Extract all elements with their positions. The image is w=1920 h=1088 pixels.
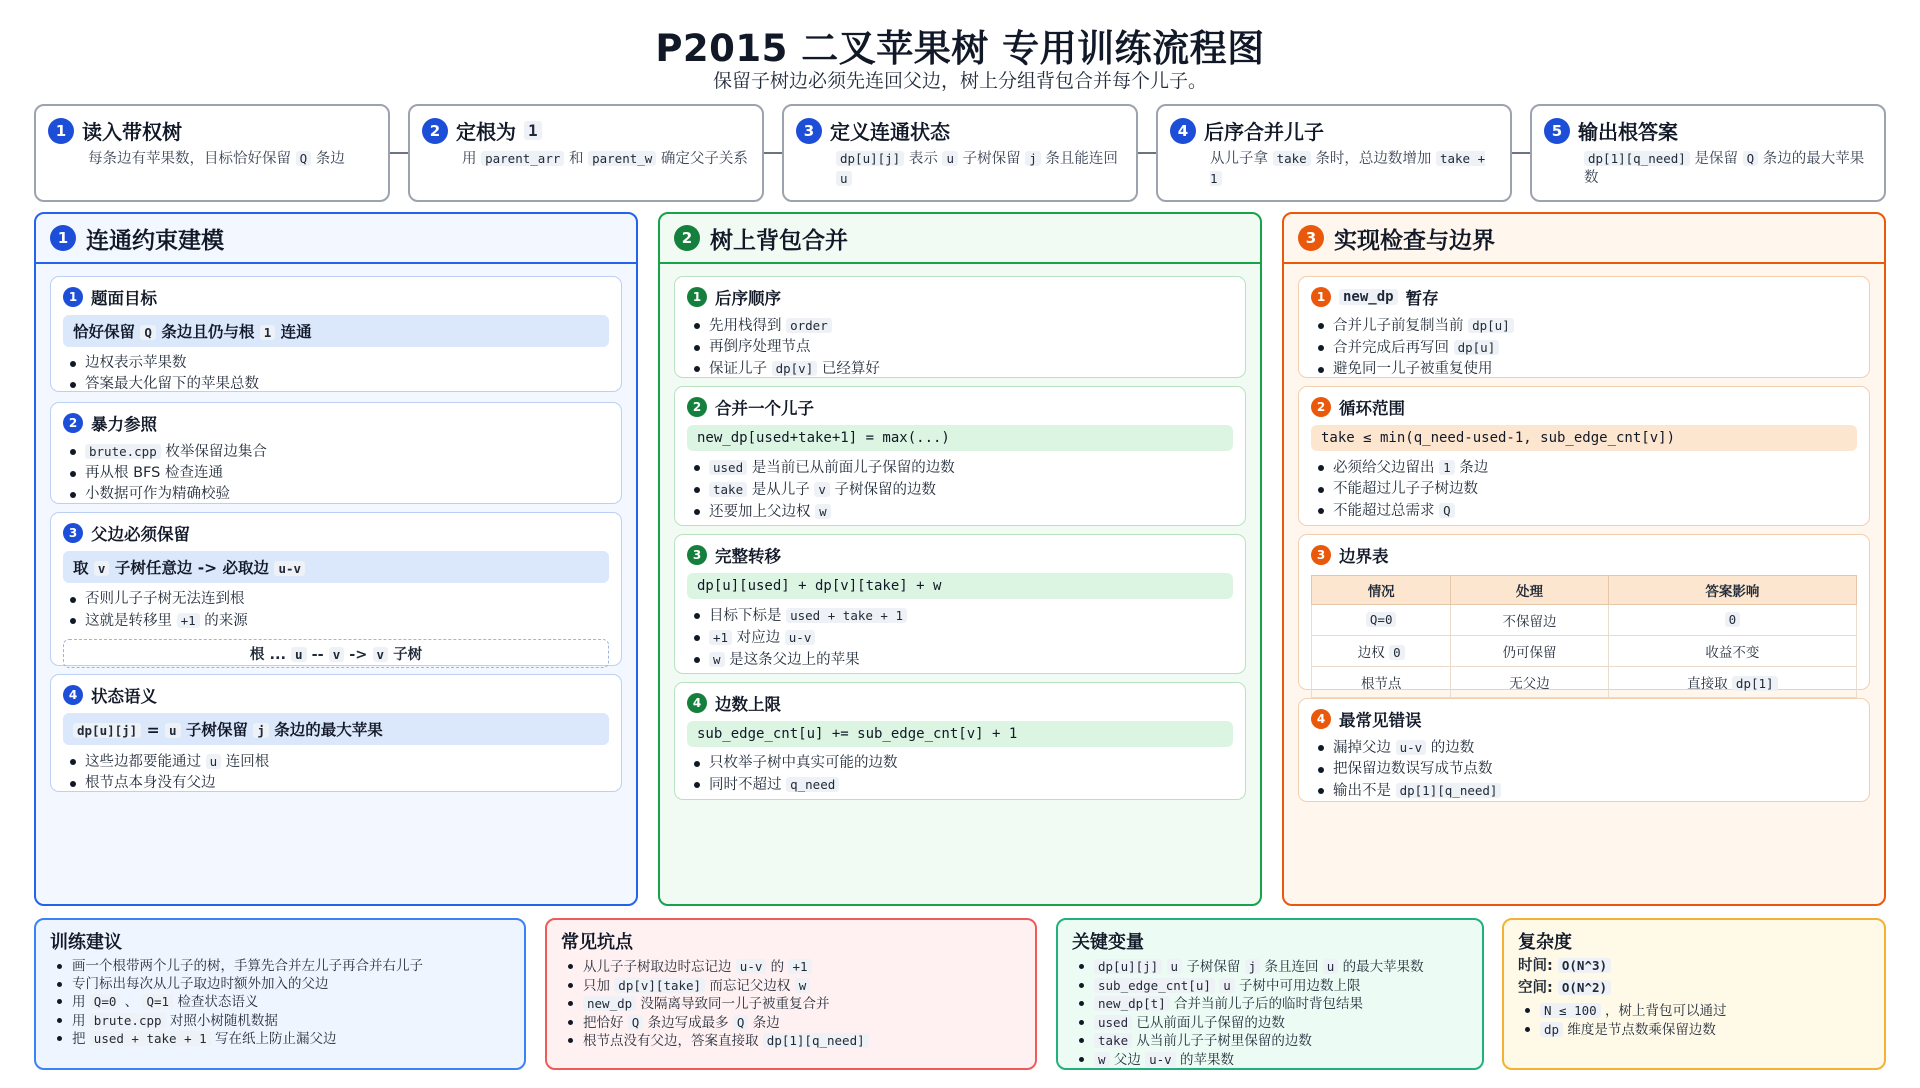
inline-code: dp[u][j] — [1094, 959, 1162, 974]
inline-code: take — [709, 482, 747, 497]
inline-code: v — [94, 561, 110, 576]
inline-code: Q=0 — [1366, 612, 1397, 627]
inline-code: Q — [1439, 503, 1455, 518]
card-title: 暴力参照 — [91, 415, 157, 434]
table-row — [1312, 636, 1857, 667]
step-number-badge: 4 — [1170, 118, 1196, 144]
inline-code: u — [942, 151, 958, 166]
table-header: 情况 — [1312, 576, 1451, 605]
list-item: 把恰好 Q 条边写成最多 Q 条边 — [561, 1014, 1021, 1033]
inline-code: Q — [628, 1015, 644, 1030]
panel-title: 连通约束建模 — [86, 227, 224, 254]
card-state-meaning — [50, 674, 622, 792]
list-item: 只枚举子树中真实可能的边数 — [687, 753, 1233, 774]
card-list — [63, 751, 609, 794]
box-list — [561, 958, 1021, 1051]
list-item: 否则儿子子树无法连到根 — [63, 589, 609, 610]
inline-code: order — [786, 318, 832, 333]
inline-code: Q — [1743, 151, 1759, 166]
inline-code: dp[u] — [1468, 318, 1514, 333]
table-row — [1312, 667, 1857, 698]
inline-code: v — [373, 647, 389, 662]
card-title: 后序顺序 — [715, 289, 781, 308]
inline-code: j — [253, 723, 269, 738]
box-list — [1518, 1002, 1870, 1039]
inline-code: u — [1219, 978, 1235, 993]
inline-code: Q — [733, 1015, 749, 1030]
card-new-dp — [1298, 276, 1870, 378]
time-label: 时间: — [1518, 958, 1553, 974]
box-title: 常见坑点 — [561, 932, 633, 953]
step-connector — [1512, 152, 1531, 154]
inline-code: used — [1094, 1015, 1132, 1030]
card-number-badge: 2 — [63, 413, 83, 433]
inline-code: u — [291, 647, 307, 662]
panel-implementation-checks — [1282, 212, 1886, 906]
list-item: 画一个根带两个儿子的树，手算先合并左儿子再合并右儿子 — [50, 958, 510, 976]
table-cell — [1312, 605, 1451, 636]
inline-code: +1 — [788, 959, 811, 974]
step-number-badge: 5 — [1544, 118, 1570, 144]
list-item: 保证儿子 dp[v] 已经算好 — [687, 358, 1233, 380]
card-highlight: 恰好保留 Q 条边且仍与根 1 连通 — [63, 315, 609, 347]
step-connector — [390, 152, 409, 154]
inline-code: u-v — [1145, 1052, 1176, 1067]
inline-code: w — [709, 652, 725, 667]
list-item: 用 Q=0 、 Q=1 检查状态语义 — [50, 993, 510, 1012]
box-training-tips — [34, 918, 526, 1070]
card-highlight: 取 v 子树任意边 -> 必取边 u-v — [63, 551, 609, 583]
inline-code: u-v — [274, 561, 305, 576]
card-list — [1311, 315, 1857, 380]
list-item: 必须给父边留出 1 条边 — [1311, 457, 1857, 479]
list-item: sub_edge_cnt[u] u 子树中可用边数上限 — [1072, 977, 1468, 996]
list-item: 漏掉父边 u-v 的边数 — [1311, 737, 1857, 759]
card-number-badge: 2 — [687, 397, 707, 417]
panel-number-badge: 2 — [674, 225, 700, 251]
step-title: 定根为 — [456, 120, 516, 144]
step-card-1 — [34, 104, 390, 202]
card-highlight: dp[u][j] = u 子树保留 j 条边的最大苹果 — [63, 713, 609, 745]
card-title: 边界表 — [1339, 547, 1389, 566]
card-title: 最常见错误 — [1339, 711, 1422, 730]
card-loop-range — [1298, 386, 1870, 526]
card-highlight: new_dp[used+take+1] = max(...) — [687, 425, 1233, 451]
space-label: 空间: — [1518, 980, 1553, 996]
card-highlight: take ≤ min(q_need-used-1, sub_edge_cnt[v]) — [1311, 425, 1857, 451]
list-item: brute.cpp 枚举保留边集合 — [63, 441, 609, 463]
step-desc: 每条边有苹果数，目标恰好保留 Q 条边 — [88, 151, 345, 167]
list-item: 小数据可作为精确校验 — [63, 484, 609, 505]
table-cell: 无父边 — [1451, 667, 1608, 698]
inline-code: dp[1][q_need] — [1396, 783, 1502, 798]
list-item: used 已从前面儿子保留的边数 — [1072, 1014, 1468, 1033]
card-highlight: dp[u][used] + dp[v][take] + w — [687, 573, 1233, 599]
card-list — [1311, 737, 1857, 802]
list-item: 避免同一儿子被重复使用 — [1311, 359, 1857, 380]
inline-code: used — [709, 460, 747, 475]
step-card-3 — [782, 104, 1138, 202]
card-number-badge: 3 — [687, 545, 707, 565]
card-title: 边数上限 — [715, 695, 781, 714]
card-title: 完整转移 — [715, 547, 781, 566]
inline-code: u — [165, 723, 181, 738]
table-cell: 不保留边 — [1451, 605, 1608, 636]
card-number-badge: 4 — [63, 685, 83, 705]
inline-code: dp[1][q_need] — [763, 1033, 869, 1048]
inline-code: q_need — [786, 777, 839, 792]
list-item: 先用栈得到 order — [687, 315, 1233, 337]
step-flow — [34, 104, 1886, 202]
step-title-code: 1 — [524, 121, 542, 140]
table-header: 答案影响 — [1608, 576, 1856, 605]
card-number-badge: 3 — [63, 523, 83, 543]
list-item: 答案最大化留下的苹果总数 — [63, 374, 609, 395]
card-number-badge: 1 — [63, 287, 83, 307]
step-number-badge: 2 — [422, 118, 448, 144]
box-title: 训练建议 — [50, 932, 122, 953]
card-list — [687, 605, 1233, 671]
panel-number-badge: 3 — [1298, 225, 1324, 251]
step-title: 输出根答案 — [1578, 120, 1678, 144]
inline-code: take + 1 — [1210, 151, 1486, 186]
list-item: 输出不是 dp[1][q_need] — [1311, 780, 1857, 802]
step-title: 读入带权树 — [82, 120, 182, 144]
table-cell: 仍可保留 — [1451, 636, 1608, 667]
list-item: 把保留边数误写成节点数 — [1311, 759, 1857, 780]
panel-number-badge: 1 — [50, 225, 76, 251]
inline-code: parent_arr — [481, 151, 564, 166]
card-edge-limit — [674, 682, 1246, 800]
inline-code: dp — [1540, 1022, 1563, 1037]
list-item: new_dp[t] 合并当前儿子后的临时背包结果 — [1072, 995, 1468, 1014]
list-item: N ≤ 100 ，树上背包可以通过 — [1518, 1002, 1870, 1021]
inline-code: u-v — [785, 630, 816, 645]
step-card-4 — [1156, 104, 1512, 202]
card-common-errors — [1298, 698, 1870, 802]
inline-code: dp[1] — [1732, 676, 1778, 691]
inline-code: v — [329, 647, 345, 662]
box-complexity — [1502, 918, 1886, 1070]
list-item: new_dp 没隔离导致同一儿子被重复合并 — [561, 995, 1021, 1014]
step-card-2 — [408, 104, 764, 202]
list-item: 不能超过儿子子树边数 — [1311, 479, 1857, 500]
panel-tree-knapsack — [658, 212, 1262, 906]
step-connector — [764, 152, 783, 154]
list-item: 同时不超过 q_need — [687, 774, 1233, 796]
card-list — [687, 315, 1233, 380]
card-highlight: sub_edge_cnt[u] += sub_edge_cnt[v] + 1 — [687, 721, 1233, 747]
card-list — [63, 441, 609, 505]
table-cell — [1608, 605, 1856, 636]
list-item: 从儿子子树取边时忘记边 u-v 的 +1 — [561, 958, 1021, 977]
inline-code: new_dp[t] — [1094, 996, 1170, 1011]
box-list — [50, 958, 510, 1049]
card-number-badge: 3 — [1311, 545, 1331, 565]
inline-code: take — [1273, 151, 1311, 166]
inline-code: dp[u] — [1454, 340, 1500, 355]
inline-code: used + take + 1 — [786, 608, 907, 623]
card-list — [63, 353, 609, 395]
table-header: 处理 — [1451, 576, 1608, 605]
card-problem-goal — [50, 276, 622, 392]
inline-code: new_dp — [583, 996, 636, 1011]
card-number-badge: 4 — [1311, 709, 1331, 729]
inline-code: brute.cpp — [85, 444, 161, 459]
inline-code: 1 — [260, 325, 276, 340]
card-title: 循环范围 — [1339, 399, 1405, 418]
inline-code: 0 — [1389, 645, 1405, 660]
box-common-pitfalls — [545, 918, 1037, 1070]
box-title: 复杂度 — [1518, 932, 1572, 953]
step-desc: 用 parent_arr 和 parent_w 确定父子关系 — [462, 151, 748, 167]
step-title: 后序合并儿子 — [1204, 120, 1324, 144]
card-brute-reference — [50, 402, 622, 504]
time-complexity — [1518, 956, 1870, 976]
inline-code: u — [836, 171, 852, 186]
card-title: 题面目标 — [91, 289, 157, 308]
card-title-code: new_dp — [1339, 289, 1398, 305]
inline-code: v — [814, 482, 830, 497]
box-list — [1072, 958, 1468, 1069]
inline-code: 0 — [1725, 612, 1741, 627]
card-number-badge: 4 — [687, 693, 707, 713]
inline-code: sub_edge_cnt[u] — [1094, 978, 1215, 993]
step-title: 定义连通状态 — [830, 120, 950, 144]
step-desc: dp[1][q_need] 是保留 Q 条边的最大苹果数 — [1584, 151, 1865, 186]
inline-code: u — [206, 754, 222, 769]
card-parent-edge — [50, 512, 622, 666]
card-merge-child — [674, 386, 1246, 526]
step-connector — [1138, 152, 1157, 154]
inline-code: +1 — [709, 630, 732, 645]
list-item: 合并完成后再写回 dp[u] — [1311, 337, 1857, 359]
box-key-variables — [1056, 918, 1484, 1070]
inline-code: dp[u][j] — [836, 151, 904, 166]
list-item: 边权表示苹果数 — [63, 353, 609, 374]
box-title: 关键变量 — [1072, 932, 1144, 953]
list-item: dp[u][j] u 子树保留 j 条且连回 u 的最大苹果数 — [1072, 958, 1468, 977]
space-complexity — [1518, 978, 1870, 998]
list-item: 专门标出每次从儿子取边时额外加入的父边 — [50, 976, 510, 994]
inline-code: parent_w — [588, 151, 656, 166]
inline-code: dp[1][q_need] — [1584, 151, 1690, 166]
inline-code: dp[v][take] — [614, 978, 705, 993]
table-row — [1312, 605, 1857, 636]
list-item: +1 对应边 u-v — [687, 627, 1233, 649]
boundary-table — [1311, 575, 1857, 698]
inline-code: u-v — [736, 959, 767, 974]
inline-code: Q=1 — [142, 994, 173, 1009]
list-item: 再从根 BFS 检查连通 — [63, 463, 609, 484]
card-list — [687, 753, 1233, 796]
list-item: 再倒序处理节点 — [687, 337, 1233, 358]
card-title: 父边必须保留 — [91, 525, 190, 544]
list-item: 用 brute.cpp 对照小树随机数据 — [50, 1012, 510, 1031]
card-number-badge: 1 — [687, 287, 707, 307]
card-list — [687, 457, 1233, 523]
inline-code: Q — [296, 151, 312, 166]
list-item: 目标下标是 used + take + 1 — [687, 605, 1233, 627]
inline-code: u-v — [1396, 740, 1427, 755]
step-card-5 — [1530, 104, 1886, 202]
inline-code: u — [1167, 959, 1183, 974]
list-item: 还要加上父边权 w — [687, 501, 1233, 523]
card-full-transition — [674, 534, 1246, 674]
space-value: O(N^2) — [1558, 980, 1611, 995]
list-item: w 是这条父边上的苹果 — [687, 649, 1233, 671]
card-title: 状态语义 — [91, 687, 157, 706]
inline-code: w — [795, 978, 811, 993]
list-item: 根节点没有父边，答案直接取 dp[1][q_need] — [561, 1032, 1021, 1051]
inline-code: w — [1094, 1052, 1110, 1067]
inline-code: w — [815, 504, 831, 519]
panel-title: 实现检查与边界 — [1334, 227, 1495, 254]
inline-code: +1 — [177, 613, 200, 628]
table-cell: 边权 0 — [1312, 636, 1451, 667]
card-postorder — [674, 276, 1246, 378]
list-item: 这些边都要能通过 u 连回根 — [63, 751, 609, 773]
list-item: 合并儿子前复制当前 dp[u] — [1311, 315, 1857, 337]
step-number-badge: 1 — [48, 118, 74, 144]
card-list — [1311, 457, 1857, 522]
list-item: used 是当前已从前面儿子保留的边数 — [687, 457, 1233, 479]
inline-code: brute.cpp — [90, 1013, 166, 1028]
list-item: 只加 dp[v][take] 而忘记父边权 w — [561, 977, 1021, 996]
step-desc: 从儿子拿 take 条时，总边数增加 take + 1 — [1210, 151, 1486, 186]
inline-code: j — [1025, 151, 1041, 166]
time-value: O(N^3) — [1558, 958, 1611, 973]
card-boundary-table — [1298, 534, 1870, 690]
inline-code: take — [1094, 1033, 1132, 1048]
card-title: 暂存 — [1405, 289, 1439, 308]
tree-path-diagram: 根 ... u -- v -> v 子树 — [63, 639, 609, 668]
inline-code: dp[v] — [772, 361, 818, 376]
inline-code: N ≤ 100 — [1540, 1003, 1601, 1018]
inline-code: 1 — [1439, 460, 1455, 475]
list-item: 把 used + take + 1 写在纸上防止漏父边 — [50, 1030, 510, 1049]
inline-code: Q=0 — [90, 994, 121, 1009]
inline-code: j — [1245, 959, 1261, 974]
page-subtitle: 保留子树边必须先连回父边，树上分组背包合并每个儿子。 — [712, 70, 1207, 92]
inline-code: dp[u][j] — [73, 723, 141, 738]
card-list — [63, 589, 609, 632]
page-title: P2015 二叉苹果树 专用训练流程图 — [655, 27, 1265, 70]
list-item: take 从当前儿子子树里保留的边数 — [1072, 1032, 1468, 1051]
table-cell: 直接取 dp[1] — [1608, 667, 1856, 698]
list-item: take 是从儿子 v 子树保留的边数 — [687, 479, 1233, 501]
step-number-badge: 3 — [796, 118, 822, 144]
list-item: w 父边 u-v 的苹果数 — [1072, 1051, 1468, 1070]
list-item: 根节点本身没有父边 — [63, 773, 609, 794]
step-desc: dp[u][j] 表示 u 子树保留 j 条且能连回 u — [796, 149, 1124, 189]
inline-code: Q — [140, 325, 156, 340]
inline-code: u — [1323, 959, 1339, 974]
table-cell: 收益不变 — [1608, 636, 1856, 667]
list-item: 不能超过总需求 Q — [1311, 500, 1857, 522]
card-number-badge: 1 — [1311, 287, 1331, 307]
list-item: 这就是转移里 +1 的来源 — [63, 610, 609, 632]
card-number-badge: 2 — [1311, 397, 1331, 417]
panel-connectivity-modeling — [34, 212, 638, 906]
table-cell: 根节点 — [1312, 667, 1451, 698]
list-item: dp 维度是节点数乘保留边数 — [1518, 1021, 1870, 1040]
card-title: 合并一个儿子 — [715, 399, 814, 418]
inline-code: used + take + 1 — [90, 1031, 211, 1046]
panel-title: 树上背包合并 — [710, 227, 848, 254]
